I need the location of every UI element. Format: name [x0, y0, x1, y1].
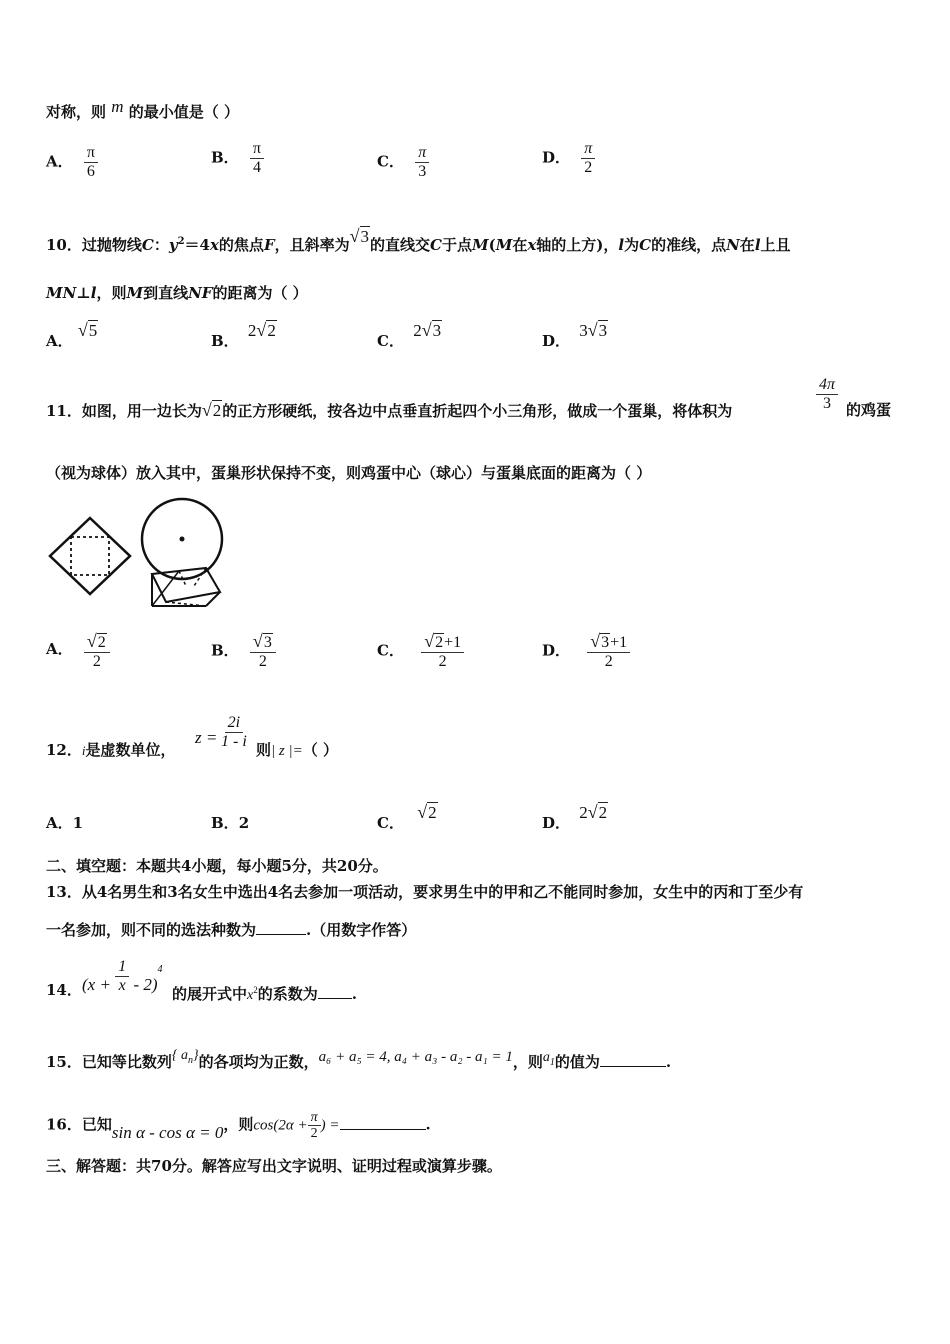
text: 的展开式中	[172, 985, 248, 1003]
abs-z: | z |=	[271, 743, 303, 759]
fraction	[250, 632, 276, 671]
fraction	[250, 140, 264, 177]
heading-text: 二、填空题：本题共4小题，每小题5分，共20分。	[46, 857, 388, 875]
text: 则	[256, 741, 272, 759]
expr-open: (x +	[82, 975, 111, 995]
text: 在	[739, 236, 755, 254]
radicand: 3	[601, 634, 610, 651]
text: .	[665, 1053, 672, 1071]
q10-stem-line2	[46, 283, 308, 303]
option-label: B．	[211, 148, 239, 167]
z-eq: z =	[195, 728, 218, 747]
option-label: A．	[46, 639, 73, 658]
q16-stem	[46, 1110, 431, 1141]
text: 上且	[760, 236, 791, 254]
q11-option-d[interactable]	[542, 632, 630, 671]
frac-num: π	[581, 140, 595, 159]
radicand: 2	[598, 803, 608, 822]
q11-option-a[interactable]	[46, 632, 110, 671]
answer-blank[interactable]	[256, 934, 306, 935]
a1-sub: 1	[549, 1056, 555, 1068]
coef: 3	[579, 321, 588, 340]
var: M	[471, 236, 489, 254]
var: C	[639, 236, 652, 254]
fraction	[308, 1110, 321, 1141]
section-2-heading	[46, 856, 388, 876]
q12-option-d[interactable]	[542, 802, 608, 832]
sqrt: 2√2	[579, 802, 608, 822]
plus: +1	[610, 634, 628, 651]
text: （视为球体）放入其中，蛋巢形状保持不变，则鸡蛋中心（球心）与蛋巢底面的距离为（ ）	[46, 464, 652, 482]
text: 11．如图，用一边长为	[46, 402, 202, 420]
var: y	[168, 236, 178, 254]
var: M	[126, 284, 144, 302]
text: ，则	[512, 1053, 543, 1071]
radicand: 3	[432, 321, 442, 340]
var: MN	[46, 284, 77, 302]
q12-z	[195, 728, 217, 748]
expr-b: ) =	[320, 1117, 340, 1134]
q10-stem-line1	[46, 226, 791, 255]
q14-stem	[46, 980, 82, 1000]
seq-sub: n	[187, 1054, 193, 1066]
power: 4	[157, 963, 163, 975]
option-value: 2	[238, 814, 250, 832]
section-3-heading	[46, 1156, 502, 1176]
text: 14．	[46, 981, 82, 999]
q10-option-c[interactable]	[377, 320, 442, 350]
option-label: B．	[211, 641, 239, 660]
text: 轴的上方)，	[536, 236, 619, 254]
option-label: D．	[542, 332, 571, 350]
fraction	[587, 632, 630, 671]
option-label: C．	[377, 152, 404, 171]
text: ＝4	[184, 236, 210, 254]
sqrt: √5	[77, 320, 98, 340]
seq-close: }	[192, 1048, 199, 1063]
option-label: A．	[46, 152, 73, 171]
egg-nest-figure	[46, 496, 236, 614]
q9-option-c[interactable]	[377, 144, 429, 181]
q11-option-c[interactable]	[377, 632, 464, 671]
sqrt: 2√3	[413, 320, 442, 340]
var: M	[495, 236, 513, 254]
var: x	[247, 988, 254, 1003]
option-label: D．	[542, 814, 571, 832]
sequence	[171, 1048, 199, 1066]
text: .（用数字作答）	[306, 921, 417, 939]
fraction	[581, 140, 595, 177]
radicand: 2	[435, 634, 444, 651]
frac-num: 2i	[225, 714, 243, 733]
expr-a: cos(2α +	[253, 1117, 308, 1134]
frac-den: 3	[823, 395, 831, 412]
var: x	[527, 236, 537, 254]
q11-option-b[interactable]	[211, 632, 276, 671]
radicand: 2	[428, 803, 437, 822]
radicand: 3	[263, 634, 272, 651]
fraction	[421, 632, 464, 671]
radicand: 2	[97, 634, 106, 651]
text: 的各项均为正数，	[198, 1053, 319, 1071]
text: ，则	[223, 1115, 254, 1134]
heading-text: 三、解答题：共70分。解答应写出文字说明、证明过程或演算步骤。	[46, 1157, 502, 1175]
option-label: A．	[46, 332, 73, 350]
q12-fraction	[218, 714, 250, 751]
option-value: 1	[72, 814, 84, 832]
text: 到直线	[143, 284, 189, 302]
option-label: D．	[542, 641, 571, 660]
var: N	[726, 236, 740, 254]
q15-stem	[46, 1048, 672, 1079]
fraction	[415, 144, 429, 181]
frac-num: π	[415, 144, 429, 163]
var: i	[81, 743, 86, 758]
sqrt: √3	[349, 226, 369, 246]
plus: +1	[444, 634, 462, 651]
var: l	[754, 236, 761, 254]
expr-close: - 2)	[133, 975, 158, 995]
q12-stem	[46, 740, 176, 761]
frac-den: 2	[438, 653, 447, 670]
text: ：	[153, 236, 169, 254]
radicand: 5	[88, 321, 98, 340]
coef: 2	[247, 321, 257, 340]
egg-in-nest-diagram	[142, 499, 222, 606]
frac-num: π	[308, 1110, 321, 1126]
text: .	[351, 985, 357, 1003]
text: （ ）	[302, 741, 338, 759]
sqrt: √2	[424, 631, 444, 651]
q13-stem-line1	[46, 882, 803, 902]
answer-blank[interactable]	[318, 998, 352, 999]
var: l	[618, 236, 625, 254]
radicand: 3	[598, 321, 608, 340]
frac-num: π	[84, 144, 98, 163]
option-label: A．	[46, 814, 73, 832]
seq-open: { a	[171, 1048, 188, 1063]
a1-var: a	[542, 1050, 550, 1065]
option-label: C．	[377, 814, 404, 832]
sqrt: √2	[86, 631, 106, 651]
condition: a₆ + a₅ = 4, a₄ + a₃ - a₂ - a₁ = 1	[318, 1049, 513, 1065]
frac-den: x	[118, 977, 126, 994]
condition: sin α - cos α = 0	[111, 1122, 224, 1142]
text: 的准线，点	[651, 236, 727, 254]
fraction	[84, 144, 98, 181]
text: ，且斜率为	[274, 236, 350, 254]
text: 的直线交	[370, 236, 431, 254]
folded-square-diagram	[50, 518, 130, 594]
frac-num: π	[250, 140, 264, 159]
q14-stem-end	[172, 980, 357, 1006]
sqrt: √2	[417, 802, 437, 822]
text: 的焦点	[218, 236, 264, 254]
a1	[542, 1050, 555, 1068]
frac-den: 2	[310, 1126, 318, 1141]
sup: 2	[177, 236, 185, 247]
q9-text: 对称，则	[46, 103, 107, 121]
q12-option-b[interactable]	[211, 812, 249, 833]
answer-blank[interactable]	[340, 1129, 426, 1130]
var: l	[90, 284, 97, 302]
q14-expr	[82, 958, 163, 995]
text: 为	[624, 236, 640, 254]
q9-option-d[interactable]	[542, 140, 595, 177]
q12-option-c[interactable]	[377, 802, 438, 832]
text: 一名参加，则不同的选法种数为	[46, 921, 257, 939]
option-label: C．	[377, 641, 404, 660]
radicand: 2	[212, 401, 222, 420]
var: F	[263, 236, 275, 254]
sqrt: √3	[252, 631, 272, 651]
q9-stem	[46, 97, 239, 122]
q9-option-a[interactable]	[46, 144, 98, 181]
q10-option-d[interactable]	[542, 320, 608, 350]
option-label: B．	[211, 814, 239, 832]
frac-den: 1 - i	[221, 733, 247, 750]
text: ，则	[96, 284, 127, 302]
coef: 2	[579, 803, 588, 822]
text: ⊥	[76, 284, 91, 302]
q13-stem-line2	[46, 920, 416, 940]
frac-den: 2	[258, 653, 267, 670]
q12-stem-end	[256, 740, 338, 761]
sup: 2	[253, 985, 258, 995]
text: 的鸡蛋	[846, 401, 892, 419]
text: 13．从4名男生和3名女生中选出4名去参加一项活动，要求男生中的甲和乙不能同时参加，女生中的丙和丁至少有	[46, 883, 804, 901]
frac-den: 2	[92, 653, 101, 670]
frac-num: 1	[115, 958, 129, 977]
text: 于点	[441, 236, 472, 254]
text: 10．过抛物线	[46, 236, 142, 254]
radicand: 3	[360, 227, 369, 246]
radicand: 2	[267, 321, 276, 340]
text: 的距离为（ ）	[212, 284, 308, 302]
coef: 2	[413, 321, 422, 340]
var: x	[209, 236, 219, 254]
text: 的正方形硬纸，按各边中点垂直折起四个小三角形，做成一个蛋巢，将体积为	[222, 402, 733, 420]
q11-stem-line2	[46, 463, 651, 483]
var: C	[430, 236, 442, 254]
frac-den: 6	[86, 163, 95, 180]
text: 在	[512, 236, 528, 254]
var: NF	[188, 284, 213, 302]
text: 的系数为	[257, 985, 318, 1003]
q9-var: m	[111, 97, 124, 116]
text: 是虚数单位，	[85, 741, 176, 759]
answer-blank[interactable]	[600, 1066, 666, 1067]
option-label: C．	[377, 332, 404, 350]
frac-den: 2	[604, 653, 613, 670]
frac-den: 2	[584, 159, 593, 176]
text: (	[488, 236, 496, 254]
q10-option-b[interactable]	[211, 320, 277, 350]
sqrt: 2√2	[247, 320, 276, 340]
text: .	[425, 1115, 431, 1134]
q11-volume-fraction	[816, 376, 838, 413]
sqrt: √2	[201, 400, 222, 420]
text: 12．	[46, 741, 82, 759]
frac-num: 4π	[816, 376, 838, 395]
frac-den: 3	[418, 163, 427, 180]
sqrt: √3	[590, 631, 610, 651]
q11-stem-line1-end	[846, 400, 891, 420]
q9-option-b[interactable]	[211, 140, 264, 177]
option-label: B．	[211, 332, 239, 350]
q12-option-a[interactable]	[46, 812, 83, 833]
q9-text2: 的最小值是（ ）	[128, 103, 239, 121]
text: 的值为	[554, 1053, 600, 1071]
frac-den: 4	[252, 159, 261, 176]
fraction	[84, 632, 110, 671]
var: C	[141, 236, 154, 254]
sqrt: 3√3	[579, 320, 608, 340]
text: 16．已知	[46, 1115, 112, 1134]
fraction	[115, 958, 129, 995]
q10-option-a[interactable]	[46, 320, 98, 350]
option-label: D．	[542, 148, 571, 167]
q11-stem-line1	[46, 400, 732, 421]
text: 15．已知等比数列	[46, 1053, 172, 1071]
